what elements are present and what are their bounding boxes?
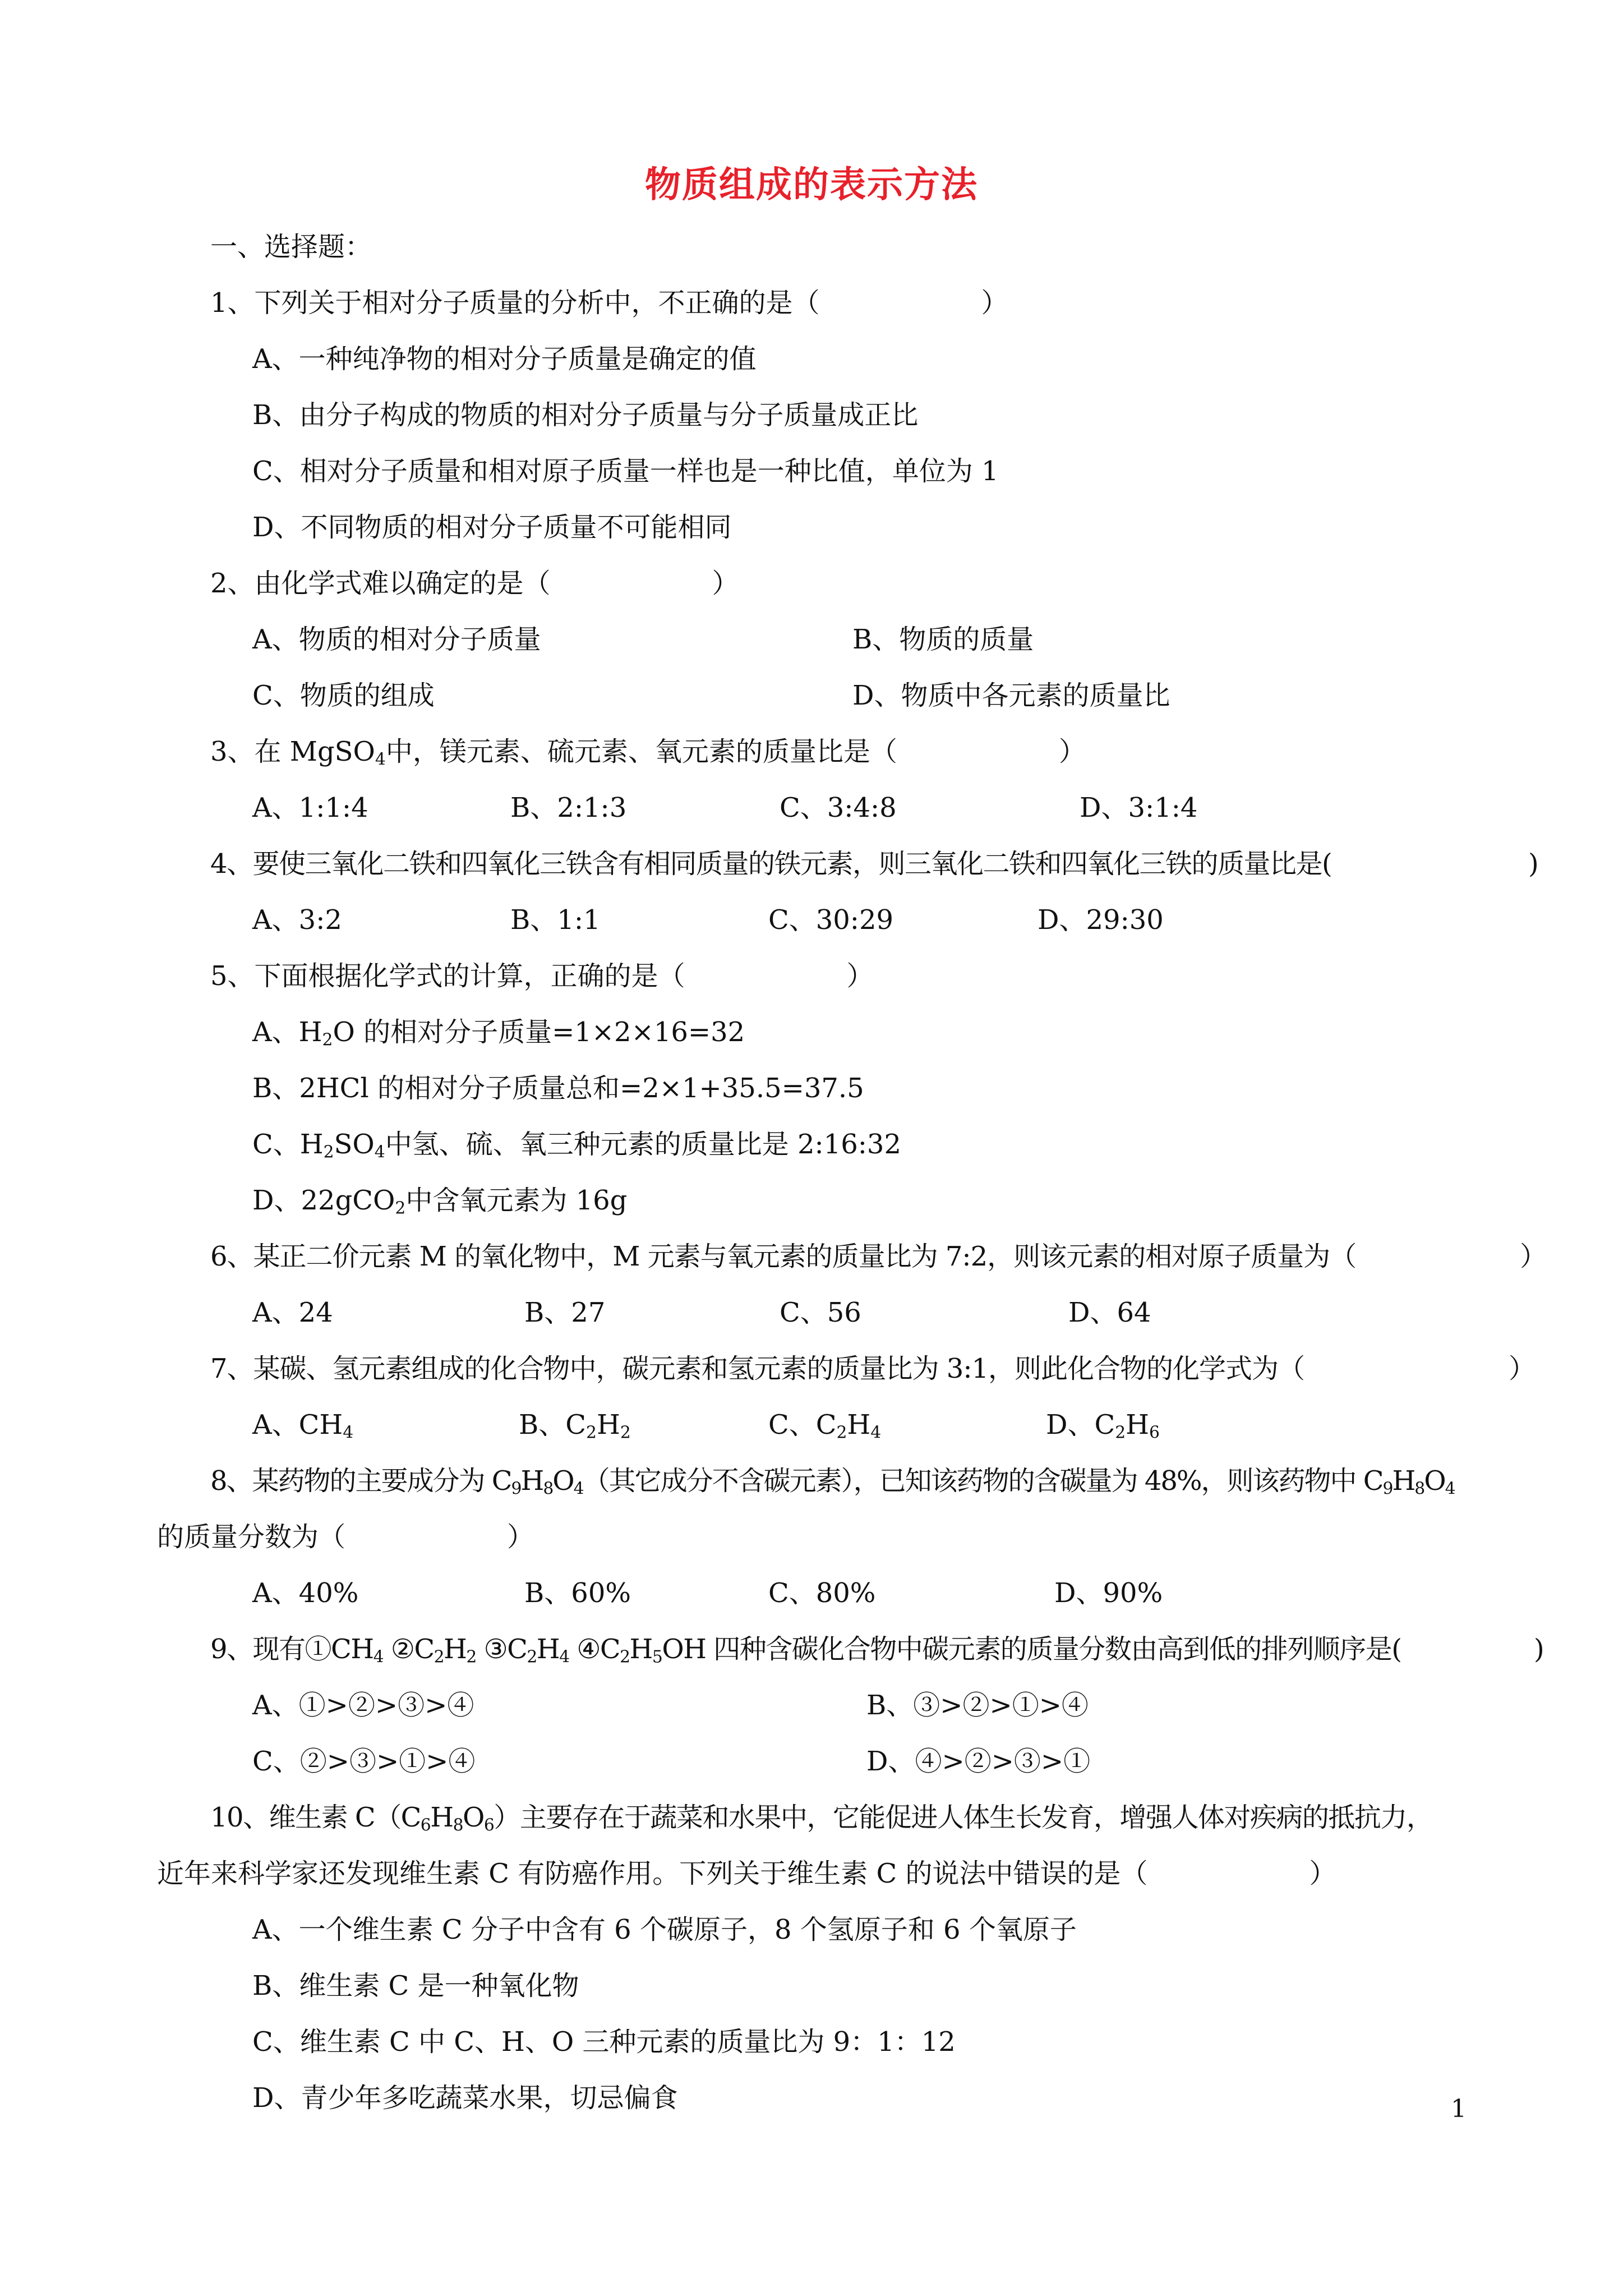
question-10-option-c: C、维生素 C 中 C、H、O 三种元素的质量比为 9：1：12 xyxy=(252,2026,956,2058)
question-1-option-a: A、一种纯净物的相对分子质量是确定的值 xyxy=(252,343,757,375)
question-4-option-b: B、1:1 xyxy=(510,904,601,936)
question-5-option-d: D、22gCO$_2$中含氧元素为 16g xyxy=(252,1185,628,1218)
question-8-option-d: D、90% xyxy=(1054,1577,1163,1609)
section-heading: 一、选择题： xyxy=(210,231,372,263)
question-6-option-d: D、64 xyxy=(1068,1297,1151,1328)
page-title: 物质组成的表示方法 xyxy=(645,164,978,206)
question-6-option-c: C、56 xyxy=(780,1297,861,1328)
question-7-option-a: A、$CH_4$ xyxy=(252,1409,354,1443)
page-number: 1 xyxy=(1451,2095,1467,2123)
question-2-option-b: B、物质的质量 xyxy=(852,624,1034,655)
question-4-close-paren: ) xyxy=(1528,848,1539,880)
question-2-option-a: A、物质的相对分子质量 xyxy=(252,624,541,655)
question-3-option-a: A、1:1:4 xyxy=(252,792,368,823)
question-7-stem: 7、某碳、氢元素组成的化合物中，碳元素和氢元素的质量比为 3:1，则此化合物的化学式为（ xyxy=(210,1353,1305,1384)
question-8-option-c: C、80% xyxy=(768,1577,876,1609)
question-2-stem: 2、由化学式难以确定的是（ ） xyxy=(210,568,739,599)
question-7-option-c: C、$C_2H_4$ xyxy=(768,1409,882,1443)
question-5-option-a: A、$H_2O$ 的相对分子质量=1×2×16=32 xyxy=(252,1016,745,1050)
question-10-stem-line-2: 近年来科学家还发现维生素 C 有防癌作用。下列关于维生素 C 的说法中错误的是（ ） xyxy=(157,1858,1336,1889)
question-5-option-c: C、$H_2SO_4$中氢、硫、氧三种元素的质量比是 2:16:32 xyxy=(252,1129,902,1162)
question-3-stem: 3、在 MgSO$_4$中，镁元素、硫元素、氧元素的质量比是（ ） xyxy=(210,736,1086,770)
question-3-option-b: B、2:1:3 xyxy=(510,792,627,823)
question-4-option-a: A、3:2 xyxy=(252,904,342,936)
question-6-option-a: A、24 xyxy=(252,1297,333,1328)
question-6-stem: 6、某正二价元素 M 的氧化物中，M 元素与氧元素的质量比为 7:2，则该元素的相对原子质量为（ xyxy=(210,1241,1357,1272)
question-8-stem-line-2: 的质量分数为（ ） xyxy=(157,1521,534,1553)
question-1-stem: 1、下列关于相对分子质量的分析中，不正确的是（ ） xyxy=(210,287,1008,319)
question-9-option-c: C、②>③>①>④ xyxy=(252,1746,476,1777)
question-8-option-b: B、60% xyxy=(524,1577,631,1609)
question-9-option-b: B、③>②>①>④ xyxy=(866,1690,1089,1721)
question-9-option-d: D、④>②>③>① xyxy=(866,1746,1091,1777)
question-8-stem-line-1: 8、某药物的主要成分为 $C_9H_8O_4$（其它成分不含碳元素），已知该药物的含碳量为 48%，则该药物中 $C_9H_8O_4$ xyxy=(210,1465,1455,1499)
question-6-close-paren: ） xyxy=(1520,1241,1547,1272)
question-1-option-d: D、不同物质的相对分子质量不可能相同 xyxy=(252,512,732,543)
question-10-option-a: A、一个维生素 C 分子中含有 6 个碳原子，8 个氢原子和 6 个氧原子 xyxy=(252,1914,1077,1945)
question-7-option-d: D、$C_2H_6$ xyxy=(1046,1409,1160,1443)
question-5-stem: 5、下面根据化学式的计算，正确的是（ ） xyxy=(210,960,874,992)
question-2-option-c: C、物质的组成 xyxy=(252,680,435,711)
question-10-stem-line-1: 10、维生素 $C(C_6H_8O_6)$主要存在于蔬菜和水果中，它能促进人体生长发育，增强人体对疾病的抵抗力， xyxy=(210,1802,1433,1835)
question-2-option-d: D、物质中各元素的质量比 xyxy=(852,680,1170,711)
question-8-option-a: A、40% xyxy=(252,1577,359,1609)
question-9-close-paren: ) xyxy=(1534,1634,1544,1665)
question-4-option-d: D、29:30 xyxy=(1038,904,1164,936)
question-1-option-b: B、由分子构成的物质的相对分子质量与分子质量成正比 xyxy=(252,399,919,431)
question-5-option-b: B、2HCl 的相对分子质量总和=2×1+35.5=37.5 xyxy=(252,1073,864,1104)
question-3-option-d: D、3:1:4 xyxy=(1080,792,1198,823)
question-10-option-d: D、青少年多吃蔬菜水果，切忌偏食 xyxy=(252,2082,678,2114)
question-10-option-b: B、维生素 C 是一种氧化物 xyxy=(252,1970,579,2001)
question-3-option-c: C、3:4:8 xyxy=(780,792,897,823)
question-4-option-c: C、30:29 xyxy=(768,904,894,936)
question-9-option-a: A、①>②>③>④ xyxy=(252,1690,474,1721)
question-9-stem: 9、现有$①CH_4$ $②C_2H_2$ $③C_2H_4$ $④C_2H_5OH$ 四种含碳化合物中碳元素的质量分数由高到低的排列顺序是( xyxy=(210,1634,1401,1667)
question-1-option-c: C、相对分子质量和相对原子质量一样也是一种比值，单位为 1 xyxy=(252,455,999,487)
question-7-close-paren: ） xyxy=(1509,1353,1536,1384)
question-7-option-b: B、$C_2H_2$ xyxy=(519,1409,631,1443)
question-6-option-b: B、27 xyxy=(524,1297,606,1328)
question-4-stem: 4、要使三氧化二铁和四氧化三铁含有相同质量的铁元素，则三氧化二铁和四氧化三铁的质量比是( xyxy=(210,848,1332,880)
